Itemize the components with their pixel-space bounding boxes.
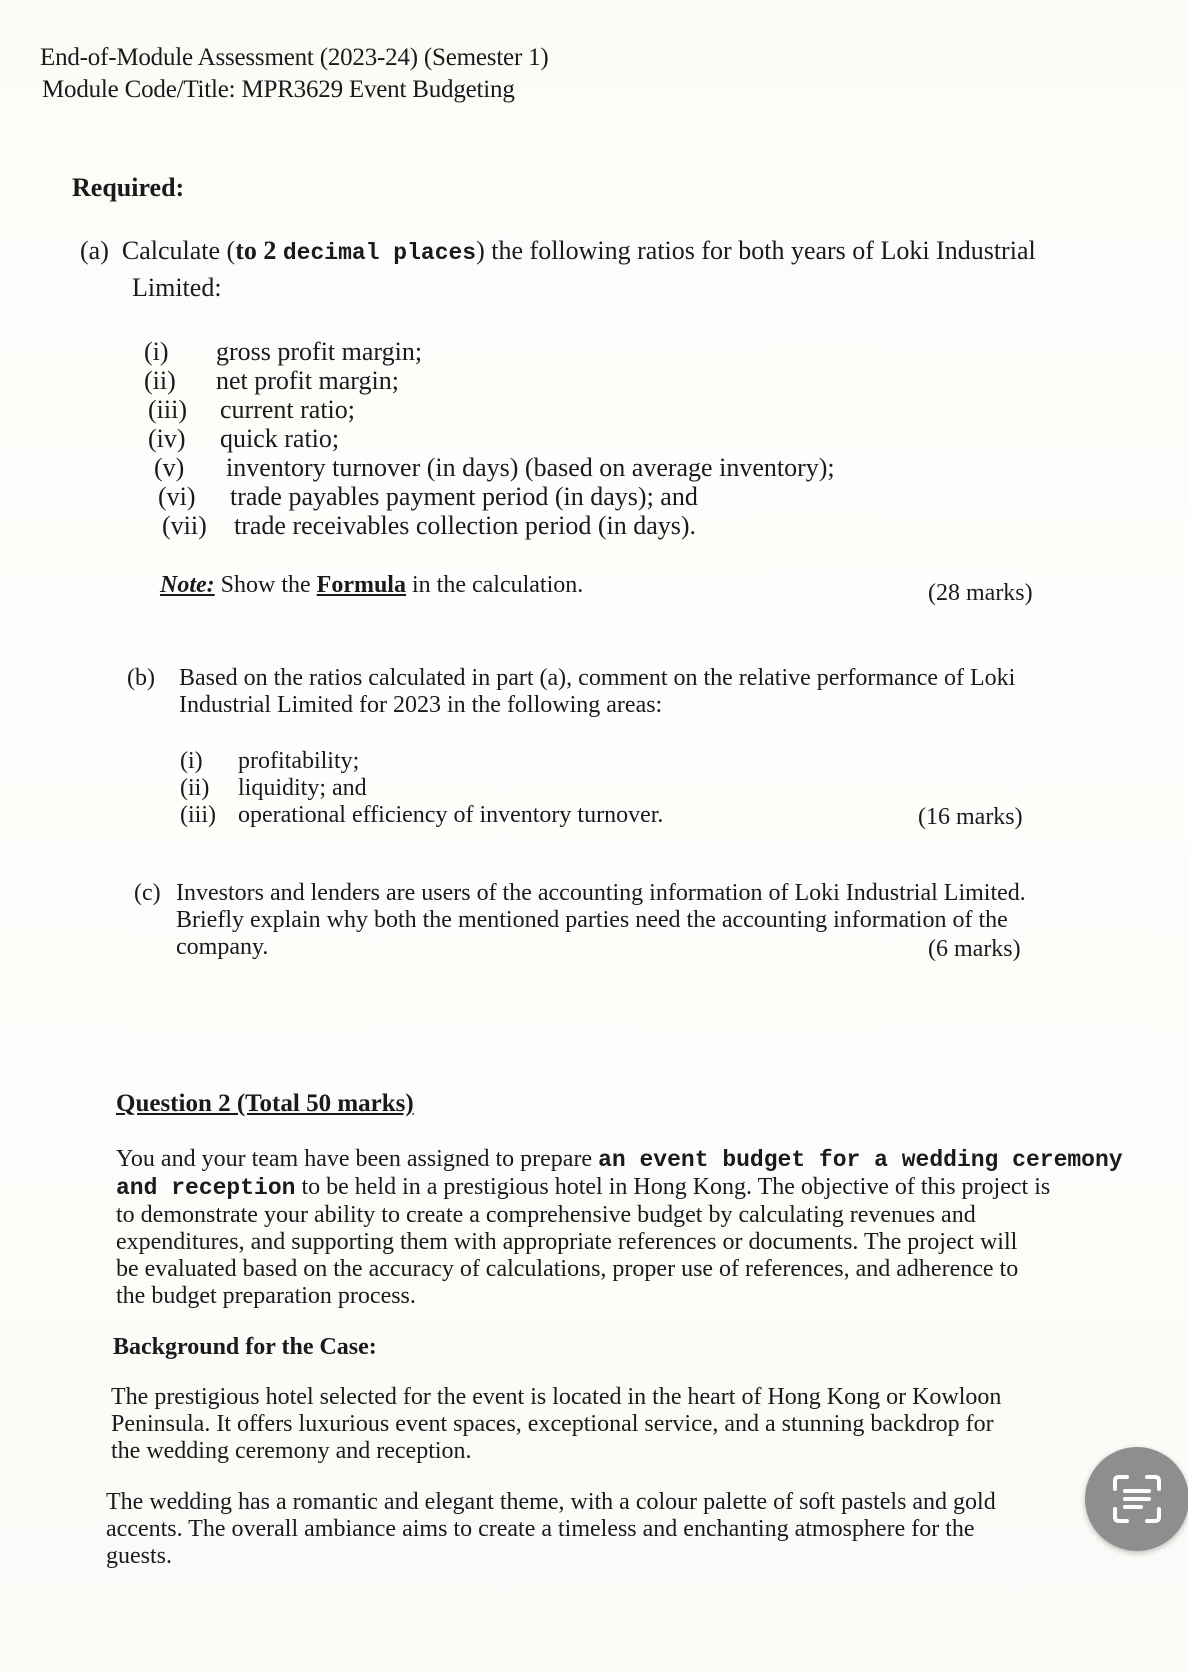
header-module: Module Code/Title: MPR3629 Event Budgeting [42,76,515,103]
part-a-label: (a) [80,236,109,265]
part-a-note: Note: Show the Formula in the calculation. [160,572,584,598]
part-a-intro-line2: Limited: [132,273,222,302]
part-a-marks: (28 marks) [928,580,1033,606]
part-c-label: (c) [134,880,161,906]
list-item: (vii) trade receivables collection period (in days). [162,511,697,540]
part-b-list [180,748,663,829]
list-item: (i) gross profit margin; [144,337,423,366]
list-item: (ii) liquidity; and [180,775,367,801]
part-a-intro: (a) Calculate (to 2 decimal places) the following ratios for both years of Loki Industrial [80,236,1036,266]
part-c-line1: (c) Investors and lenders are users of the accounting information of Loki Industrial Limited. [134,880,1026,906]
part-b-marks: (16 marks) [918,804,1023,830]
background-paragraph-1: The prestigious hotel selected for the event is located in the heart of Hong Kong or Kowloon Peninsula. It offers luxurious event spaces, exceptional service, and a stunning backdrop for the wedding ceremony and reception. [111,1384,1002,1464]
required-heading: Required: [72,173,185,202]
list-item: (vi) trade payables payment period (in days); and [158,482,698,511]
question2-title: Question 2 (Total 50 marks) [116,1090,414,1117]
background-paragraph-2: The wedding has a romantic and elegant theme, with a colour palette of soft pastels and gold accents. The overall ambiance aims to create a timeless and enchanting atmosphere for the guests. [106,1489,996,1569]
scan-text-icon [1109,1471,1165,1527]
list-item: (iii) operational efficiency of inventory turnover. [180,802,664,828]
question2-intro: You and your team have been assigned to prepare an event budget for a wedding ceremony and reception to be held in a prestigious hotel in Hong Kong. The objective of this project is to demonstrate your ability to create a comprehensive budget by calculating revenues and expenditures, and supporting them with appropriate references or documents. The project will be evaluated based on the accuracy of calculations, proper use of references, and adherence to the budget preparation process. [116,1146,1123,1309]
part-c-line3: company. [176,934,269,960]
part-b-label: (b) [127,665,155,691]
part-c-line2: Briefly explain why both the mentioned parties need the accounting information of the [176,907,1008,933]
part-a-list [144,337,835,540]
list-item: (i) profitability; [180,748,360,774]
part-c-marks: (6 marks) [928,936,1021,962]
part-b-line1: (b) Based on the ratios calculated in part (a), comment on the relative performance of Loki [127,665,1016,691]
header-assessment: End-of-Module Assessment (2023-24) (Semester 1) [40,44,549,71]
background-heading: Background for the Case: [113,1334,377,1360]
list-item: (v) inventory turnover (in days) (based on average inventory); [154,453,835,482]
part-b-line2: Industrial Limited for 2023 in the following areas: [179,692,663,718]
list-item: (iii) current ratio; [148,395,355,424]
text-scan-button[interactable] [1085,1447,1188,1551]
list-item: (ii) net profit margin; [144,366,399,395]
list-item: (iv) quick ratio; [148,424,340,453]
